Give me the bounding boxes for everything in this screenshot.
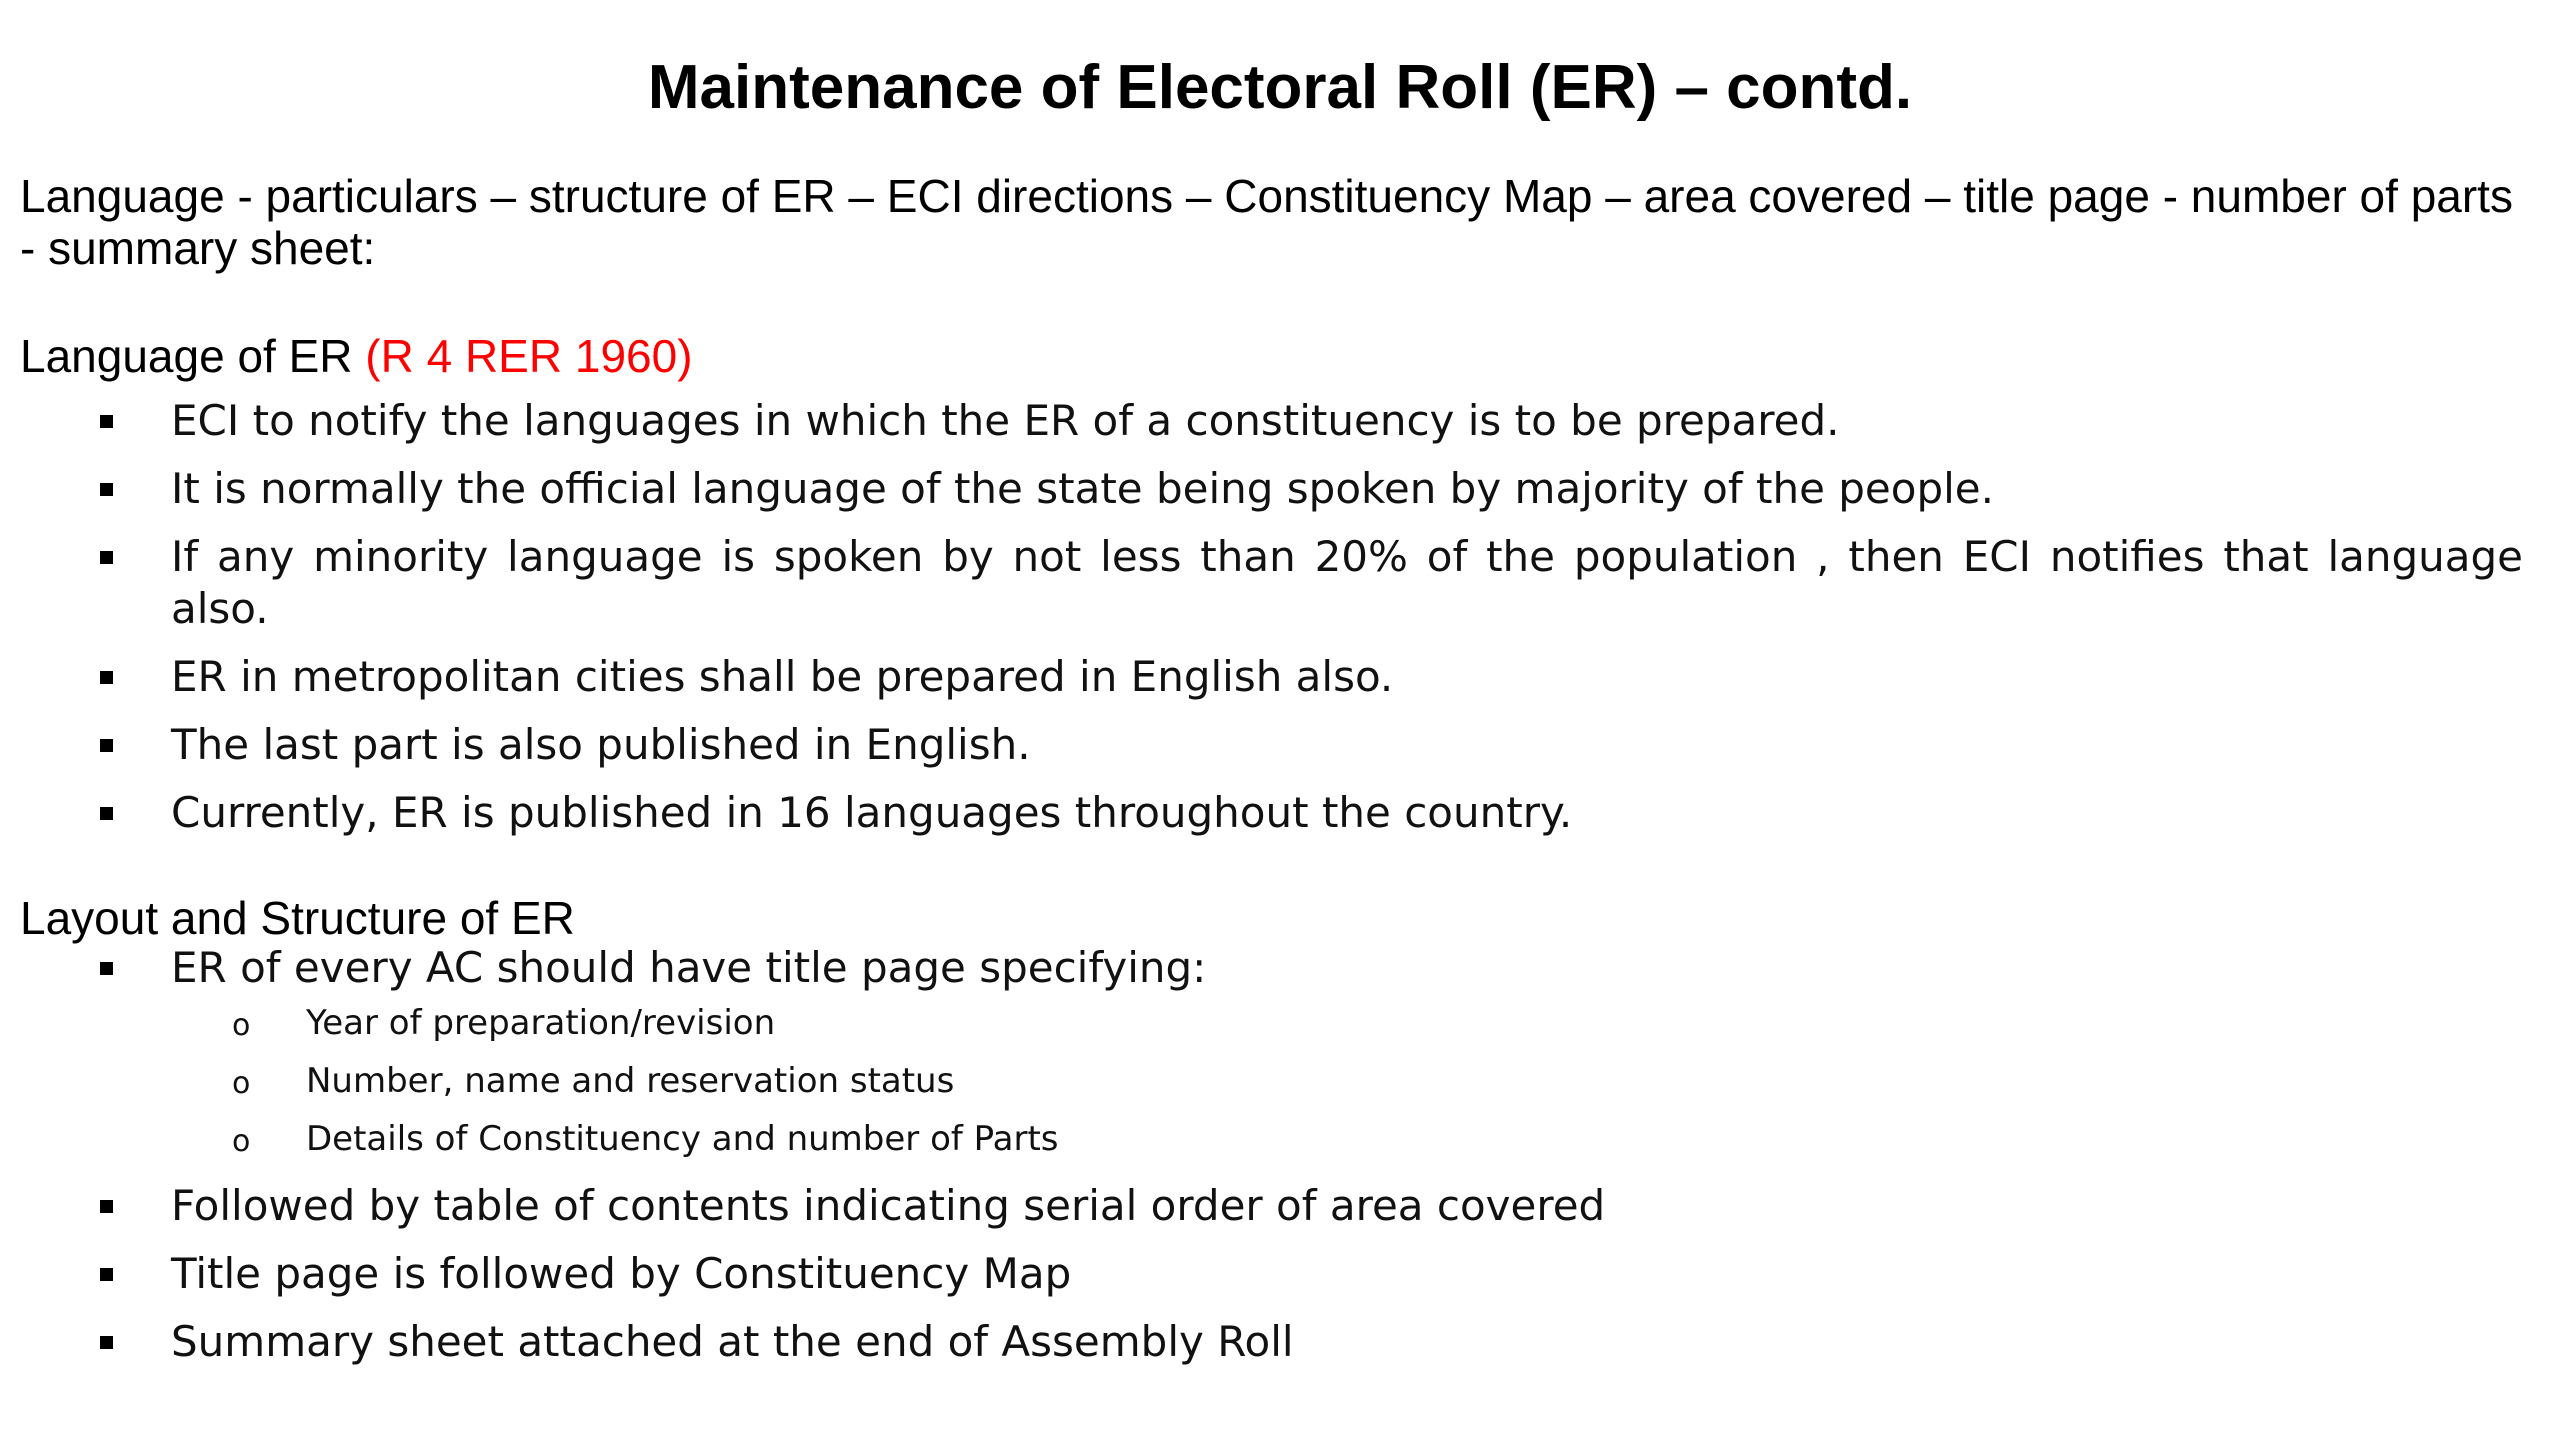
section-heading-layout: Layout and Structure of ER — [20, 892, 575, 944]
square-bullet-icon — [100, 415, 113, 428]
list-item: Currently, ER is published in 16 languages throughout the country. — [0, 787, 2523, 839]
square-bullet-icon — [100, 962, 113, 975]
list-item: Followed by table of contents indicating serial order of area covered — [0, 1180, 2523, 1232]
sub-list-item: o Number, name and reservation status — [0, 1052, 2560, 1110]
language-bullet-list — [0, 395, 2560, 839]
square-bullet-icon — [100, 739, 113, 752]
list-item: ECI to notify the languages in which the ER of a constituency is to be prepared. — [0, 395, 2523, 447]
hollow-circle-icon: o — [232, 1066, 251, 1101]
square-bullet-icon — [100, 807, 113, 820]
square-bullet-icon — [100, 551, 113, 564]
sub-list-item: o Year of preparation/revision — [0, 994, 2560, 1052]
section-heading-language — [20, 330, 693, 382]
layout-bullet-list — [0, 942, 2560, 1368]
list-item: Summary sheet attached at the end of Assembly Roll — [0, 1316, 2523, 1368]
slide-title: Maintenance of Electoral Roll (ER) – contd. — [647, 53, 1913, 122]
hollow-circle-icon: o — [232, 1008, 251, 1043]
list-item: It is normally the official language of the state being spoken by majority of the people. — [0, 463, 2523, 515]
slide-subtitle: Language - particulars – structure of ER – ECI directions – Constituency Map – area covered – title page - number of parts - summary sheet: — [20, 170, 2513, 274]
section-heading-text: Language of ER — [20, 330, 353, 382]
list-item: The last part is also published in English. — [0, 719, 2523, 771]
square-bullet-icon — [100, 483, 113, 496]
square-bullet-icon — [100, 1200, 113, 1213]
rule-reference: (R 4 RER 1960) — [365, 330, 693, 382]
square-bullet-icon — [100, 671, 113, 684]
list-item: ER of every AC should have title page specifying: — [0, 942, 2523, 994]
list-item: If any minority language is spoken by not less than 20% of the population , then ECI notifies that language also. — [0, 531, 2523, 635]
square-bullet-icon — [100, 1336, 113, 1349]
square-bullet-icon — [100, 1268, 113, 1281]
sub-list-item: o Details of Constituency and number of Parts — [0, 1110, 2560, 1168]
list-item: ER in metropolitan cities shall be prepared in English also. — [0, 651, 2523, 703]
list-item: Title page is followed by Constituency Map — [0, 1248, 2523, 1300]
hollow-circle-icon: o — [232, 1124, 251, 1159]
